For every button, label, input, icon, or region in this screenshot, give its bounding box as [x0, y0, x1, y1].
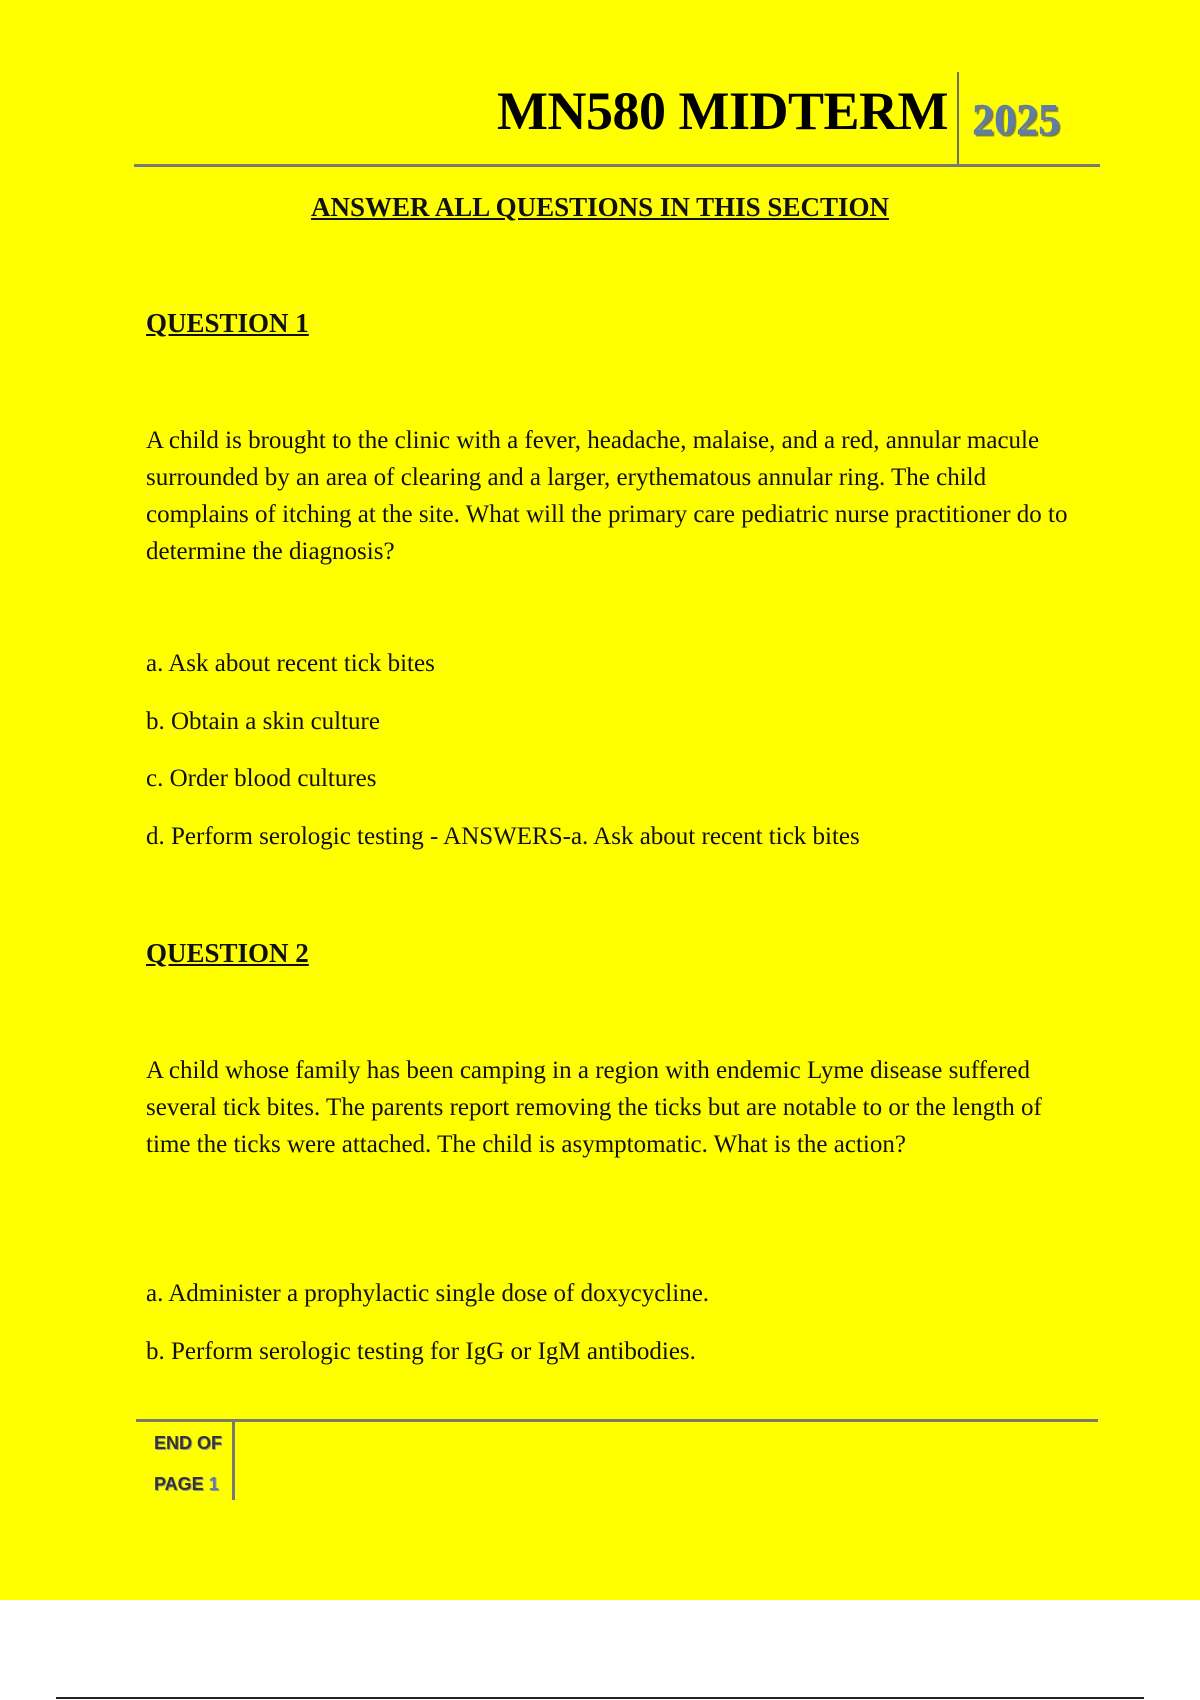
question-1-option-c: c. Order blood cultures	[146, 765, 377, 792]
document-title: MN580 MIDTERM	[497, 81, 948, 141]
footer-page-label	[154, 1474, 219, 1495]
question-2-heading: QUESTION 2	[146, 938, 309, 968]
question-1-option-a: a. Ask about recent tick bites	[146, 650, 435, 677]
question-1-text: A child is brought to the clinic with a fever, headache, malaise, and a red, annular macule surrounded by an area of clearing and a larger, erythematous annular ring. The child complains of itching at the site. What will the primary care pediatric nurse practitioner do to determine the diagnosis?	[146, 427, 1068, 565]
footer-end-of: END OF	[154, 1433, 223, 1453]
question-1-heading: QUESTION 1	[146, 308, 309, 338]
section-heading: ANSWER ALL QUESTIONS IN THIS SECTION	[311, 192, 889, 222]
question-1-option-b: b. Obtain a skin culture	[146, 708, 380, 735]
question-2-option-a: a. Administer a prophylactic single dose of doxycycline.	[146, 1280, 710, 1307]
question-2-text: A child whose family has been camping in a region with endemic Lyme disease suffered several tick bites. The parents report removing the ticks but are notable to or the length of time the ticks were attached. The child is asymptomatic. What is the action?	[146, 1057, 1042, 1158]
question-2-option-b: b. Perform serologic testing for IgG or IgM antibodies.	[146, 1338, 696, 1365]
page-header	[134, 72, 1100, 167]
footer-page-number: 1	[208, 1474, 219, 1494]
question-1-option-d: d. Perform serologic testing - ANSWERS-a. Ask about recent tick bites	[146, 823, 860, 850]
footer-page-word: PAGE	[154, 1474, 204, 1494]
bottom-rule	[56, 1697, 1144, 1699]
footer-page-box	[136, 1422, 235, 1500]
document-year: 2025	[972, 95, 1060, 144]
header-divider	[957, 72, 959, 164]
page-footer	[136, 1419, 1098, 1502]
